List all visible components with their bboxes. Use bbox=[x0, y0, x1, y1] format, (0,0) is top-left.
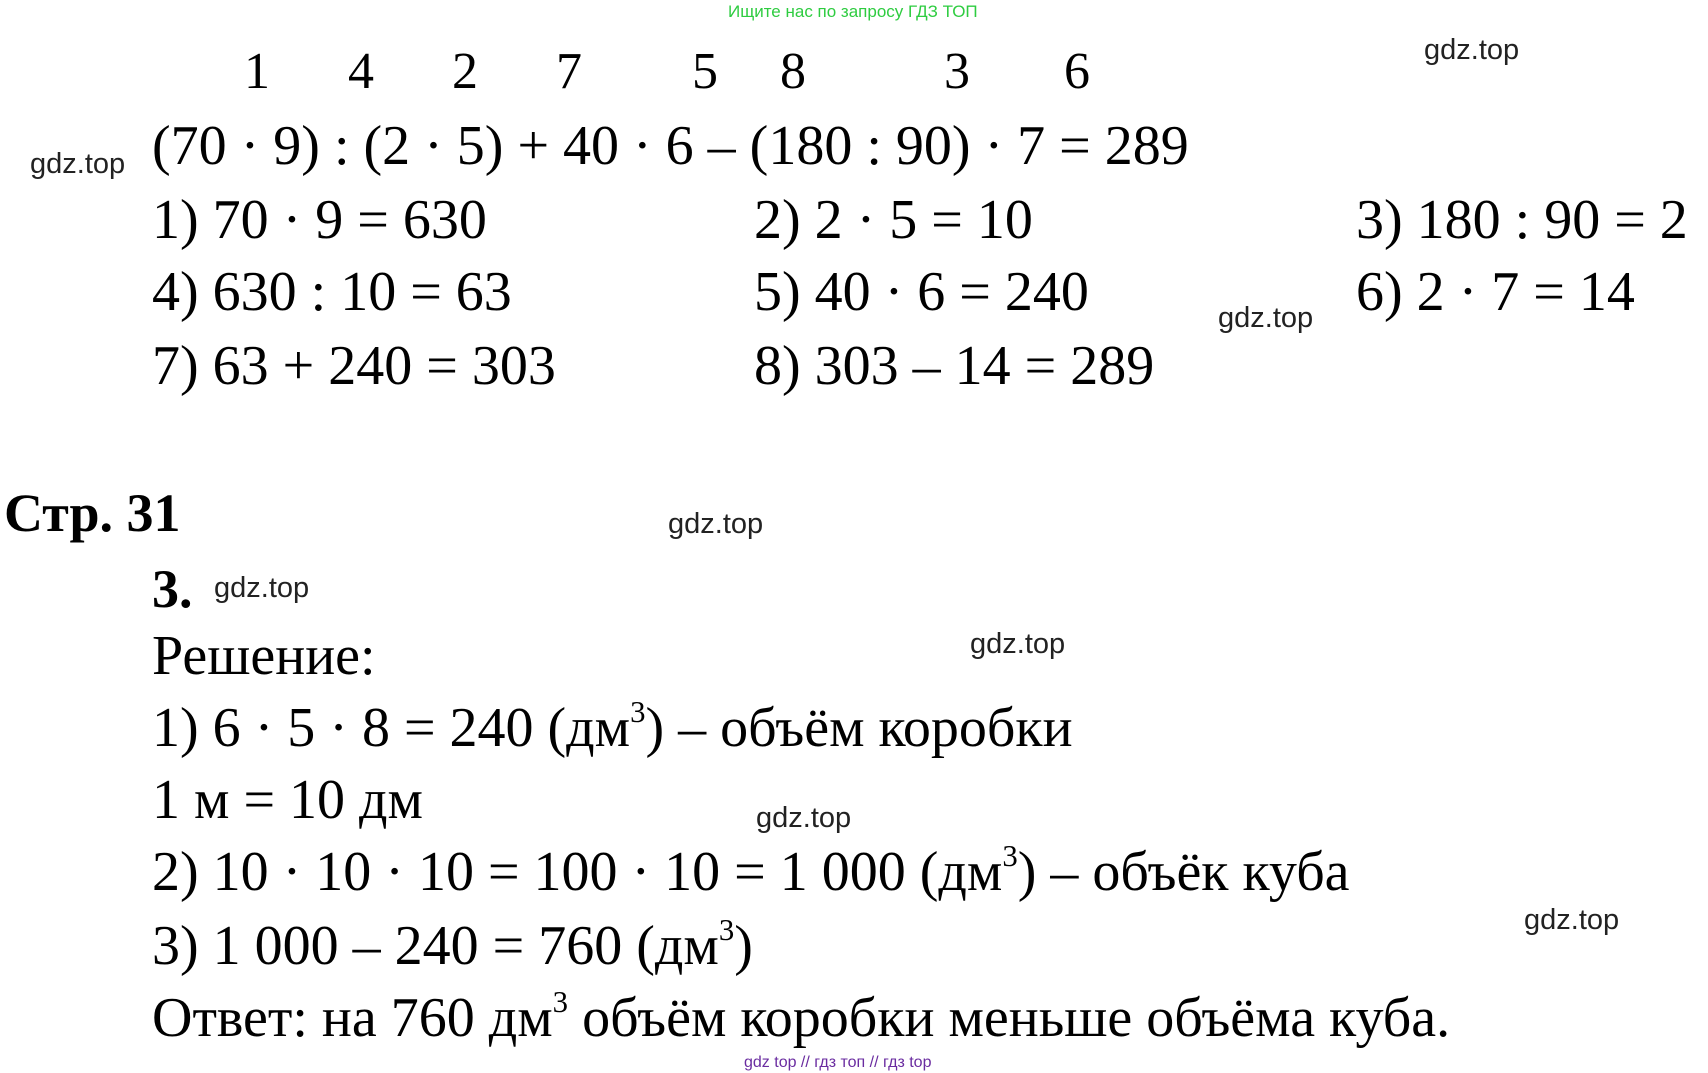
step-3: 3) 180 : 90 = 2 bbox=[1356, 189, 1688, 251]
order-number: 5 bbox=[692, 43, 718, 100]
order-number: 6 bbox=[1064, 43, 1090, 100]
order-number: 1 bbox=[244, 43, 270, 100]
watermark: gdz.top bbox=[668, 508, 764, 540]
watermark: gdz.top bbox=[756, 802, 852, 834]
watermark: gdz.top bbox=[1524, 904, 1620, 936]
order-number: 4 bbox=[348, 43, 374, 100]
watermark: gdz.top bbox=[970, 628, 1066, 660]
step-8: 8) 303 – 14 = 289 bbox=[754, 335, 1155, 397]
step-2: 2) 2 · 5 = 10 bbox=[754, 189, 1033, 251]
expression: (70 · 9) : (2 · 5) + 40 · 6 – (180 : 90) · 7 = 289 bbox=[152, 115, 1189, 177]
step-1: 1) 70 · 9 = 630 bbox=[152, 189, 487, 251]
solution-line-1: 1) 6 · 5 · 8 = 240 $(дм^3)$ – объём коробки bbox=[152, 694, 1073, 759]
order-number: 2 bbox=[452, 43, 478, 100]
watermark: gdz.top bbox=[214, 572, 310, 604]
order-number: 3 bbox=[944, 43, 970, 100]
order-number: 8 bbox=[780, 43, 806, 100]
answer-line: Ответ: на 760 $дм^3$ объём коробки меньше объёма куба. bbox=[152, 984, 1451, 1049]
step-5: 5) 40 · 6 = 240 bbox=[754, 261, 1089, 323]
step-7: 7) 63 + 240 = 303 bbox=[152, 335, 556, 397]
task-number: 3. bbox=[152, 559, 193, 619]
bottom-banner: gdz top // гдз топ // гдз top bbox=[744, 1054, 932, 1071]
page-heading: Стр. 31 bbox=[4, 483, 181, 543]
solution-label: Решение: bbox=[152, 625, 376, 687]
solution-line-4: 3) 1 000 – 240 = 760 $(дм^3)$ bbox=[152, 912, 753, 977]
solution-line-2: 1 м = 10 дм bbox=[152, 769, 423, 831]
top-banner: Ищите нас по запросу ГДЗ ТОП bbox=[728, 2, 978, 21]
solution-line-3: 2) 10 · 10 · 10 = 100 · 10 = 1 000 $(дм^3)$ – объёк куба bbox=[152, 838, 1350, 903]
step-4: 4) 630 : 10 = 63 bbox=[152, 261, 512, 323]
watermark: gdz.top bbox=[30, 148, 126, 180]
order-number: 7 bbox=[556, 43, 582, 100]
step-6: 6) 2 · 7 = 14 bbox=[1356, 261, 1635, 323]
watermark: gdz.top bbox=[1218, 302, 1314, 334]
watermark: gdz.top bbox=[1424, 34, 1520, 66]
